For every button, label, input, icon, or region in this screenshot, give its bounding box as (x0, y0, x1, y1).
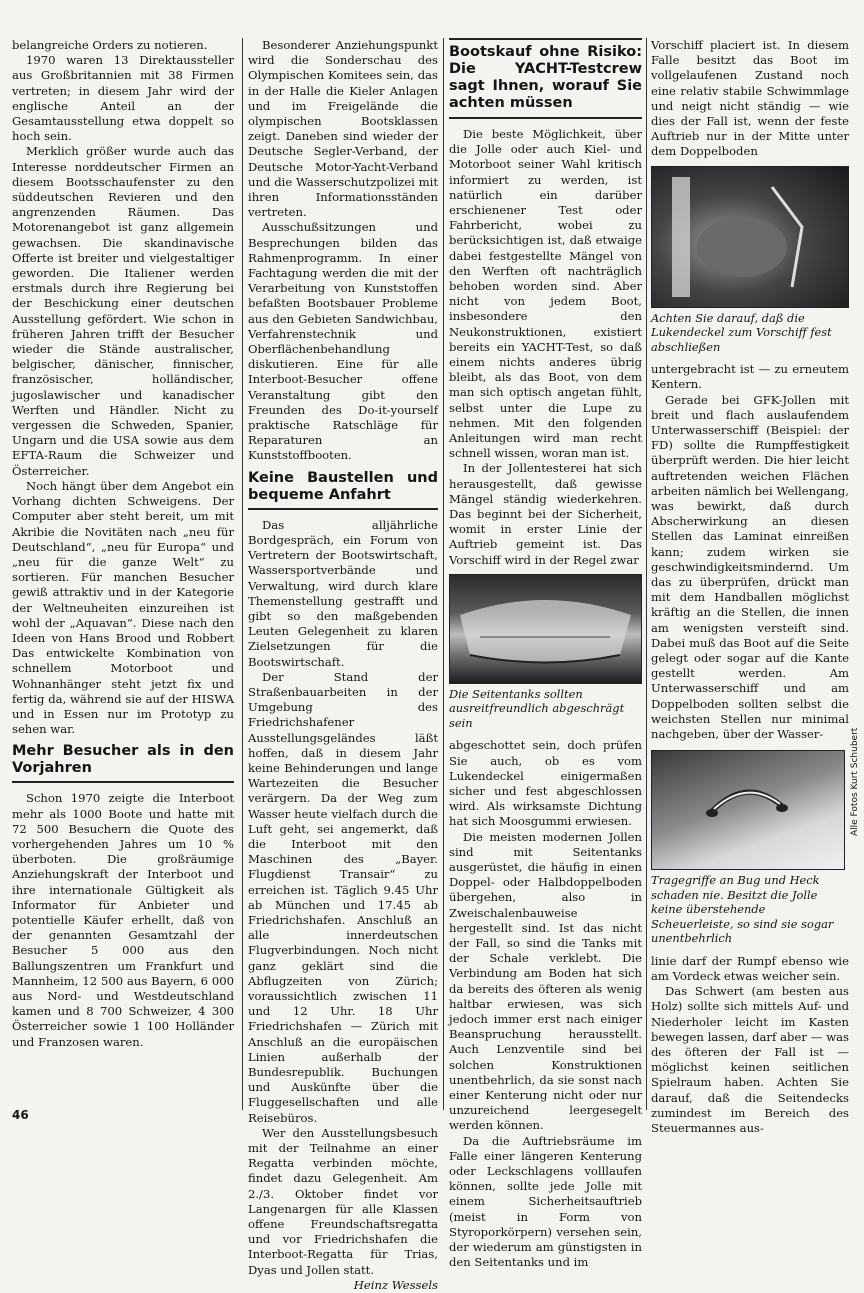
author-signature: Heinz Wessels (353, 1277, 438, 1292)
paragraph: Schon 1970 zeigte die Interboot mehr als 1000 Boote und hatte mit 72 500 Besuchern die Quote des vorhergehenden Jahres um 10 % überboten. Die großräumige Anziehungskraft der Interboot und ihre internationale Gültigkeit als Informator für Anbieter und potentielle Käufer erhellt, daß von der genannten Gesamtzahl der Besucher 5 000 aus den Ballungszentren um Frankfurt und Mannheim, 12 500 aus Bayern, 6 000 aus Nord- und Westdeutschland kamen und 8 700 Schweizer, 4 300 Österreicher sowie 1 100 Holländer und Franzosen waren. (12, 791, 234, 1049)
column-1 (12, 38, 234, 1098)
paragraph: In der Jollentesterei hat sich herausgestellt, daß gewisse Mängel ständig wiederkehren. Das beginnt bei der Sicherheit, womit in erster Linie der Auftrieb gemeint ist. Das Vorschiff wird in der Regel zwar (449, 461, 642, 567)
section-heading: Keine Baustellen und bequeme Anfahrt (248, 470, 438, 510)
photo-caption: Die Seitentanks sollten ausreitfreundlich abgeschrägt sein (449, 686, 625, 730)
paragraph: Das alljährliche Bordgespräch, ein Forum von Vertretern der Bootswirtschaft, Wassersportverbände und Verwaltung, wird durch klare Themenstellung gestrafft und gibt so den maßgebenden Leuten Gelegenheit zu klaren Zielsetzungen für die Bootswirtschaft. (248, 517, 438, 669)
side-tanks-photo (449, 574, 642, 684)
column-rule-3 (646, 38, 647, 1110)
paragraph: Gerade bei GFK-Jollen mit breit und flach auslaufendem Unterwasserschiff (Beispiel: der FD) sollte die Rumpffestigkeit überprüft werden. Die hier leicht auftretenden weichen Flächen arbeiten nämlich bei Wellengang, was bewirkt, daß durch Abscherwirkung an diesen Stellen das Laminat einreißen kann; zudem wirken sie geschwindigkeitsmindernd. Um das zu überprüfen, drückt man mit dem Handballen möglichst kräftig an die Stellen, die innen am wenigsten versteift sind. Dabei muß das Boot auf die Seite gelegt oder sogar auf die Kante gestellt werden. Am Unterwasserschiff und am Doppelboden sollten selbst die weichsten Stellen nur minimal nachgeben, über der Wasser- (651, 392, 849, 741)
page-number: 46 (12, 1108, 29, 1122)
paragraph: Ausschußsitzungen und Besprechungen bilden das Rahmenprogramm. In einer Fachtagung werden die mit der Verarbeitung von Kunststoffen befaßten Bootsbauer Probleme aus den Gebieten Sandwichbau, Verfahrenstechnik und Oberflächenbehandlung diskutieren. Eine für alle Interboot-Besucher offene Veranstaltung gibt den Freunden des Do-it-yourself praktische Ratschläge für Reparaturen an Kunststoffbooten. (248, 220, 438, 463)
paragraph: belangreiche Orders zu notieren. (12, 38, 208, 52)
paragraph: Besonderer Anziehungspunkt wird die Sonderschau des Olympischen Komitees sein, das in der Halle die Kieler Anlagen und im Freigelände die olympischen Bootsklassen zeigt. Daneben sind wieder der Deutsche Segler-Verband, der Deutsche Motor-Yacht-Verband und die Wasserschutzpolizei mit ihren Informationsständen vertreten. (248, 38, 438, 220)
photo-caption: Tragegriffe an Bug und Heck schaden nie. Besitzt die Jolle keine überstehende Scheuerleiste, so sind sie sogar unentbehrlich (651, 873, 834, 946)
article-headline: Bootskauf ohne Risiko: Die YACHT-Testcrew sagt Ihnen, worauf Sie achten müssen (449, 38, 642, 119)
paragraph: Die beste Möglichkeit, über die Jolle oder auch Kiel- und Motorboot seiner Wahl kritisch informiert zu werden, ist natürlich ein darüber erschienener Test oder Fahrbericht, wobei zu berücksichtigen ist, daß etwaige dabei festgestellte Mängel von den Werften oft nachträglich behoben worden sind. Aber nicht von jedem Boot, insbesondere den Neukonstruktionen, existiert bereits ein YACHT-Test, so daß einem nichts anderes übrig bleibt, als das Boot, von dem man sich optisch angetan fühlt, selbst unter die Lupe zu nehmen. Mit den folgenden Anleitungen wird man recht schnell wissen, woran man ist. (449, 127, 642, 461)
paragraph: Die meisten modernen Jollen sind mit Seitentanks ausgerüstet, die häufig in einen Doppel- oder Halbdoppelboden übergehen, also in Zweischalenbauweise hergestellt sind. Ist das nicht der Fall, so sind die Tanks mit der Schale verklebt. Die Verbindung am Boden hat sich da bereits des öfteren als wenig haltbar erwiesen, was sich jedoch immer erst nach einiger Beanspruchung herausstellt. Auch Lenzventile sind bei solchen Konstruktionen unentbehrlich, da sie sonst nach einer Kenterung nicht oder nur unzureichend leergesegelt werden können. (449, 829, 642, 1133)
hatch-cover-illustration (652, 167, 848, 307)
section-heading: Mehr Besucher als in den Vorjahren (12, 743, 234, 783)
column-rule-2 (443, 38, 444, 1110)
paragraph: abgeschottet sein, doch prüfen Sie auch, ob es vom Lukendeckel einigermaßen sicher und fest abgeschlossen wird. Als wirksamste Dichtung hat sich Moosgummi erwiesen. (449, 738, 642, 829)
paragraph: 1970 waren 13 Direktaussteller aus Großbritannien mit 38 Firmen vertreten; in diesem Jahr wird der englische Anteil an der Gesamtausstellung etwa doppelt so hoch sein. (12, 53, 234, 144)
photo-credit: Alle Fotos Kurt Schubert (850, 727, 860, 836)
paragraph: Der Stand der Straßenbauarbeiten in der Umgebung des Friedrichshafener Ausstellungsgeländes läßt hoffen, daß in diesem Jahr keine Behinderungen und lange Wartezeiten die Besucher verärgern. Da der Weg zum Wasser heute vielfach durch die Luft geht, sei angemerkt, daß die Interboot mit den Maschinen des „Bayer. Flugdienst Transair“ zu erreichen ist. Täglich 9.45 Uhr ab München und 17.45 ab Friedrichshafen. Anschluß an alle innerdeutschen Flugverbindungen. Noch nicht ganz geklärt sind die Abflugzeiten von Zürich; voraussichtlich zwischen 11 und 12 Uhr. 18 Uhr Friedrichshafen — Zürich mit Anschluß an die europäischen Linien außerhalb der Bundesrepublik. Buchungen und Auskünfte über die Fluggesellschaften und alle Reisebüros. (248, 669, 438, 1125)
paragraph: untergebracht ist — zu erneutem Kentern. (651, 362, 849, 392)
side-tanks-illustration (450, 575, 641, 683)
photo-caption: Achten Sie darauf, daß die Lukendeckel zum Vorschiff fest abschließen (651, 310, 832, 354)
column-4 (651, 38, 849, 1135)
paragraph: Vorschiff placiert ist. In diesem Falle besitzt das Boot im vollgelaufenen Zustand noch eine relativ stabile Schwimmlage und neigt nicht ständig — wie dies der Fall ist, wenn der feste Auftrieb nur in der Mitte unter dem Doppelboden (651, 38, 849, 159)
carrying-handle-illustration (652, 751, 844, 869)
paragraph: Merklich größer wurde auch das Interesse norddeutscher Firmen an diesem Bootsschaufenster zu den süddeutschen Revieren und den angrenzenden Räumen. Das Motorenangebot ist ganz allgemein gewachsen. Die skandinavische Offerte ist breiter und vielgestaltiger geworden. Die Italiener werden erstmals durch ihre Regierung bei der Beschickung einer deutschen Ausstellung gefördert. Wie schon in früheren Jahren trifft der Besucher wieder die Stände australischer, belgischer, dänischer, finnischer, französischer, holländischer, jugoslawischer und kanadischer Werften und Händler. Nicht zu vergessen die Schweden, Spanier, Ungarn und die USA sowie aus dem EFTA-Raum die Schweizer und Österreicher. (12, 144, 234, 478)
paragraph: Noch hängt über dem Angebot ein Vorhang dichten Schweigens. Der Computer aber steht bereit, um mit Akribie die Novitäten nach „neu für Deutschland“, „neu für Europa“ und „neu für die ganze Welt“ zu sortieren. Für manchen Besucher gewiß attraktiv und in der Kategorie der Weltneuheiten einzureihen ist wohl der „Aquavan“. Diese nach den Ideen von Hans Brood und Robbert Das entwickelte Kombination von schnellem Motorboot und Wohnanhänger steht jetzt fix und fertig da, während sie auf der HISWA und in Essen nur im Prototyp zu sehen war. (12, 478, 234, 737)
column-rule-1 (242, 38, 243, 1110)
paragraph: Da die Auftriebsräume im Falle einer längeren Kenterung oder Leckschlagens volllaufen können, sollte jede Jolle mit einem Sicherheitsauftrieb (meist in Form von Styroporkörpern) versehen sein, der wiederum am günstigsten in den Seitentanks und im (449, 1133, 642, 1270)
hatch-cover-photo (651, 166, 849, 308)
carrying-handle-photo (651, 750, 845, 870)
paragraph: Wer den Ausstellungsbesuch mit der Teilnahme an einer Regatta verbinden möchte, findet dazu Gelegenheit. Am 2./3. Oktober findet vor Langenargen für alle Klassen offene Freundschaftsregatta und vor Friedrichshafen die Interboot-Regatta für Trias, Dyas und Jollen statt. (248, 1125, 438, 1277)
paragraph: linie darf der Rumpf ebenso wie am Vordeck etwas weicher sein. (651, 953, 849, 983)
paragraph: Das Schwert (am besten aus Holz) sollte sich mittels Auf- und Niederholer leicht im Kasten bewegen lassen, darf aber — was des öfteren der Fall ist — möglichst keinen seitlichen Spielraum haben. Achten Sie darauf, daß die Seitendecks zumindest im Bereich des Steuermannes aus- (651, 984, 849, 1135)
column-3 (449, 38, 642, 1270)
column-2 (248, 38, 438, 1292)
